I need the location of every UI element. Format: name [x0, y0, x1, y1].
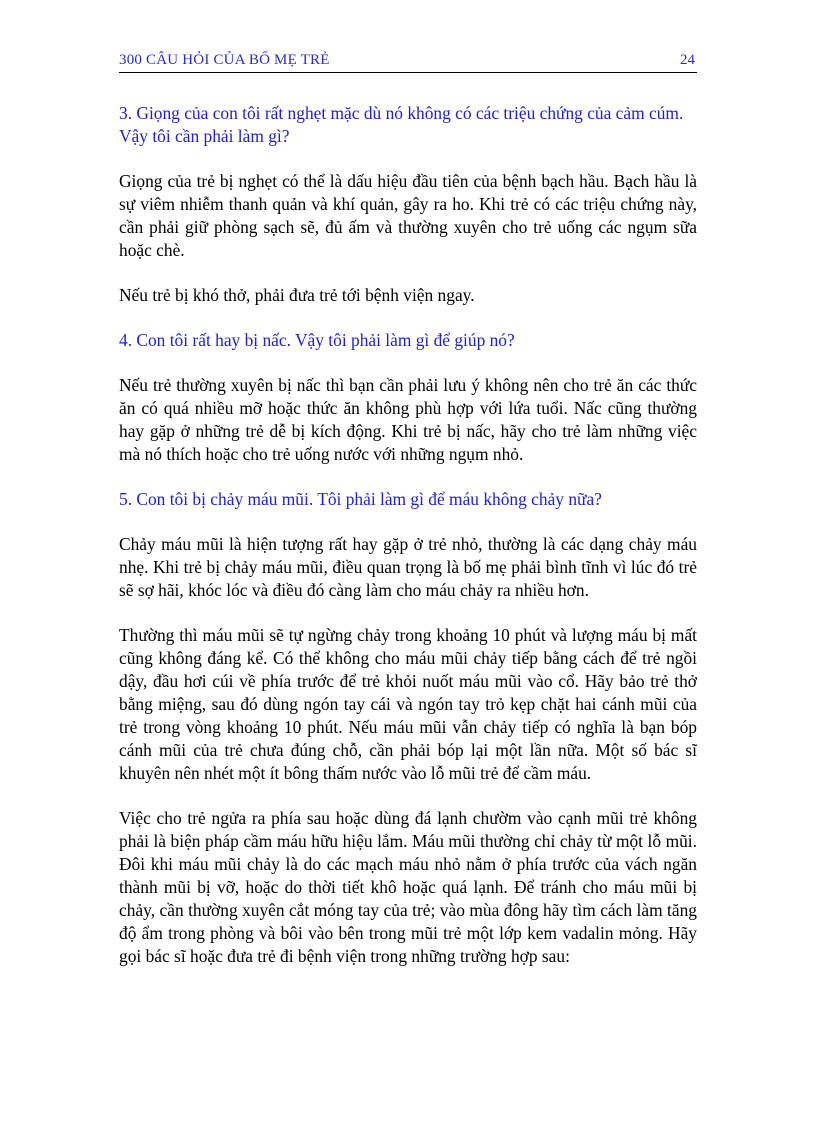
answer-5-paragraph-3: Việc cho trẻ ngửa ra phía sau hoặc dùng đá lạnh chườm vào cạnh mũi trẻ không phải là biện pháp cầm máu hữu hiệu lắm. Máu mũi thường chỉ chảy từ một lỗ mũi. Đôi khi máu mũi chảy là do các mạch máu nhỏ nằm ở phía trước của vách ngăn thành mũi bị vỡ, hoặc do thời tiết khô hoặc quá lạnh. Để tránh cho máu mũi bị chảy, cần thường xuyên cắt móng tay của trẻ; vào mùa đông hãy tìm cách làm tăng độ ẩm trong phòng và bôi vào bên trong mũi trẻ một lớp kem vadalin mỏng. Hãy gọi bác sĩ hoặc đưa trẻ đi bệnh viện trong những trường hợp sau:	[119, 808, 697, 966]
answer-5-paragraph-1: Chảy máu mũi là hiện tượng rất hay gặp ở trẻ nhỏ, thường là các dạng chảy máu nhẹ. Khi trẻ bị chảy máu mũi, điều quan trọng là bố mẹ phải bình tĩnh vì lúc đó trẻ sẽ sợ hãi, khóc lóc và điều đó càng làm cho máu chảy ra nhiều hơn.	[119, 534, 697, 600]
page-header	[119, 50, 697, 73]
answer-5-paragraph-2: Thường thì máu mũi sẽ tự ngừng chảy trong khoảng 10 phút và lượng máu bị mất cũng không đáng kể. Có thể không cho máu mũi chảy tiếp bằng cách để trẻ ngồi dậy, đầu hơi cúi về phía trước để trẻ khỏi nuốt máu mũi vào cổ. Hãy bảo trẻ thở bằng miệng, sau đó dùng ngón tay cái và ngón tay trỏ kẹp chặt hai cánh mũi của trẻ trong vòng khoảng 10 phút. Nếu máu mũi vẫn chảy tiếp có nghĩa là bạn bóp cánh mũi của trẻ chưa đúng chỗ, cần phải bóp lại một lần nữa. Một số bác sĩ khuyên nên nhét một ít bông thấm nước vào lỗ mũi trẻ để cầm máu.	[119, 625, 697, 783]
book-title: 300 CÂU HỎI CỦA BỐ MẸ TRẺ	[119, 52, 330, 68]
page-number: 24	[680, 52, 695, 68]
page-content	[119, 102, 697, 990]
answer-3-paragraph-1: Giọng của trẻ bị nghẹt có thể là dấu hiệu đầu tiên của bệnh bạch hầu. Bạch hầu là sự viêm nhiễm thanh quản và khí quản, gây ra ho. Khi trẻ có các triệu chứng này, cần phải giữ phòng sạch sẽ, đủ ấm và thường xuyên cho trẻ uống các ngụm sữa hoặc chè.	[119, 171, 697, 260]
question-3: 3. Giọng của con tôi rất nghẹt mặc dù nó không có các triệu chứng của cảm cúm. Vậy tôi cần phải làm gì?	[119, 103, 684, 146]
question-5: 5. Con tôi bị chảy máu mũi. Tôi phải làm gì để máu không chảy nữa?	[119, 489, 602, 509]
answer-3-paragraph-2: Nếu trẻ bị khó thở, phải đưa trẻ tới bệnh viện ngay.	[119, 285, 475, 305]
question-4: 4. Con tôi rất hay bị nấc. Vậy tôi phải làm gì để giúp nó?	[119, 330, 515, 350]
answer-4-paragraph-1: Nếu trẻ thường xuyên bị nấc thì bạn cần phải lưu ý không nên cho trẻ ăn các thức ăn có quá nhiều mỡ hoặc thức ăn không phù hợp với lứa tuổi. Nấc cũng thường hay gặp ở những trẻ dễ bị kích động. Khi trẻ bị nấc, hãy cho trẻ làm những việc mà nó thích hoặc cho trẻ uống nước với những ngụm nhỏ.	[119, 375, 697, 464]
